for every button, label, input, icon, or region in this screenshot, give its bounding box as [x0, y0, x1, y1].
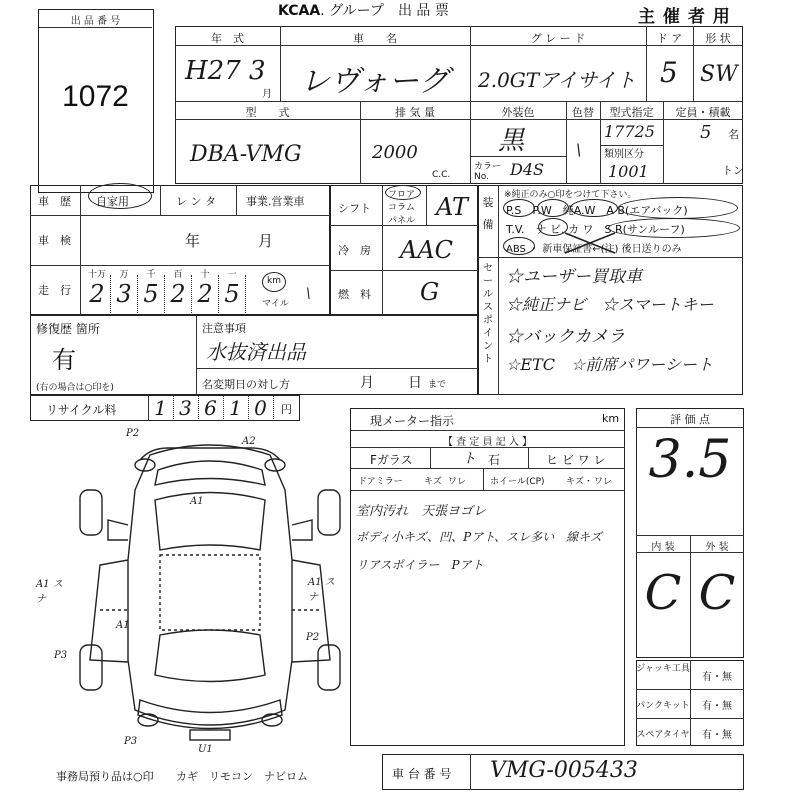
shift-label: シフト — [338, 202, 371, 215]
mileage-digit: 2 — [89, 280, 105, 308]
damage-mark: P3 — [54, 650, 68, 661]
mirror-crack: ワレ — [448, 477, 467, 487]
model-label: 型 式 — [245, 106, 290, 119]
inspector-section-label: 【 査 定 員 記 入 】 — [442, 437, 533, 448]
recycle-digit: 1 — [229, 396, 242, 420]
damage-mark: A1 — [116, 620, 130, 631]
interior-label: 内 装 — [651, 542, 675, 553]
private-use-circle — [88, 183, 152, 209]
mileage-digit: 3 — [116, 280, 132, 308]
mileage-digit: 5 — [224, 280, 240, 308]
glass-value-stone: 石 — [488, 453, 501, 467]
wheel-crack: ワレ — [594, 477, 613, 487]
cc-unit: C.C. — [432, 170, 451, 180]
grade-value: 2.0GTアイサイト — [478, 68, 636, 92]
repaint-mark: \ — [576, 140, 582, 159]
door-label: ド ア — [656, 32, 683, 45]
category-label: 類別区分 — [604, 149, 644, 160]
make-label: 車 名 — [353, 32, 397, 45]
lot-number-label: 出 品 番 号 — [70, 16, 121, 27]
mileage-unit-km: km — [267, 276, 281, 286]
inspection-label: 車 検 — [38, 234, 71, 247]
equipment-line1: P.S P.W 純A.W A B(エアバック) — [506, 204, 688, 217]
shape-label: 形 状 — [705, 32, 731, 45]
chassis-label: 車 台 番 号 — [392, 767, 452, 781]
interior-grade: C — [644, 565, 682, 621]
fuel-label: 燃 料 — [338, 288, 371, 301]
repair-note: (右の場合は○印を) — [36, 383, 114, 393]
meter-unit: km — [602, 412, 620, 425]
shape-value: SW — [700, 62, 738, 87]
name-change-day: 日 — [408, 375, 422, 391]
capacity-unit: 名 — [728, 128, 739, 141]
ps-circle — [503, 199, 535, 217]
sr-circle — [608, 218, 740, 238]
score-value: 3.5 — [648, 430, 732, 490]
pw-circle — [537, 199, 569, 217]
digit-label: 十万 — [87, 270, 106, 280]
fuel-value: G — [420, 278, 440, 306]
repair-label: 修復歴 箇所 — [36, 322, 100, 336]
recycle-unit: 円 — [281, 403, 292, 416]
mileage-digit: 2 — [170, 280, 186, 308]
door-value: 5 — [660, 56, 678, 89]
brand-logo: KCAA — [278, 3, 321, 19]
type-label: 型式指定 — [609, 106, 654, 119]
shift-option-floor: フロア — [388, 190, 416, 200]
digit-label: 万 — [119, 270, 129, 280]
capacity-value: 5 — [700, 122, 712, 143]
sales-points-side-label: セールスポイント — [483, 263, 493, 365]
damage-mark: P2 — [126, 428, 140, 439]
tool-label: ジャッキ工具 — [636, 664, 690, 674]
office-items-label: 事務局預り品は○印 — [56, 770, 154, 783]
recycle-digit: 0 — [254, 396, 267, 420]
damage-mark: A1 スナ — [36, 579, 63, 605]
ac-label: 冷 房 — [338, 244, 371, 257]
recycle-digit: 3 — [179, 396, 192, 420]
capacity-label: 定員・積載 — [675, 106, 731, 119]
recycle-label: リサイクル料 — [46, 403, 117, 417]
model-value: DBA-VMG — [190, 142, 302, 167]
repaint-label: 色替 — [572, 106, 594, 119]
name-change-label: 名変期日の対し方 — [202, 378, 290, 391]
chassis-number: VMG-005433 — [490, 758, 638, 783]
caution-value: 水抜済出品 — [206, 340, 306, 364]
exterior-label: 外 装 — [705, 542, 729, 553]
mileage-mark: \ — [306, 286, 311, 302]
damage-mark: P3 — [124, 736, 138, 747]
grade-label: グ レ ー ド — [530, 32, 586, 45]
ton-unit: トン — [722, 164, 744, 177]
wheel-label: ホイール(CP) — [490, 477, 545, 487]
category-value: 1001 — [608, 162, 649, 181]
make-value: レヴォーグ — [300, 64, 449, 99]
digit-label: 千 — [146, 270, 156, 280]
shift-value: AT — [436, 193, 469, 221]
repair-value: 有 — [52, 346, 76, 374]
abs-circle — [503, 237, 535, 255]
history-label: 車 歴 — [38, 195, 71, 208]
damage-mark: A1 — [190, 496, 204, 507]
mileage-digit: 5 — [143, 280, 159, 308]
equipment-note: ※純正のみ○印をつけて下さい。 — [504, 190, 637, 200]
recycle-digit: 6 — [204, 396, 217, 420]
wheel-dot: ・ — [584, 477, 594, 487]
name-change-until: まで — [428, 380, 447, 390]
recycle-digit: 1 — [154, 396, 167, 420]
inspector-note: ボディ小キズ、凹、Pアト、スレ多い 線キズ — [356, 530, 602, 544]
damage-mark: U1 — [198, 744, 213, 755]
mileage-unit-mile: マイル — [262, 299, 289, 309]
aw-circle — [570, 199, 618, 217]
tool-value: 有・無 — [702, 672, 732, 683]
glass-value-to: ト — [462, 451, 476, 467]
cc-value: 2000 — [372, 142, 418, 163]
color-number-value: D4S — [510, 160, 544, 179]
lot-number: 1072 — [62, 80, 129, 113]
year-value: H27 3 — [185, 56, 266, 86]
damage-mark: P2 — [306, 632, 320, 643]
tool-value: 有・無 — [702, 701, 732, 712]
digit-label: 一 — [227, 270, 237, 280]
mirror-scratch: キズ — [424, 477, 442, 487]
type-value: 17725 — [604, 122, 655, 141]
digit-label: 百 — [173, 270, 183, 280]
name-change-month: 月 — [360, 375, 374, 391]
color-value: 黒 — [498, 126, 525, 156]
inspection-year: 年 — [185, 232, 201, 250]
year-month-suffix: 月 — [262, 89, 272, 100]
year-label: 年 式 — [211, 32, 244, 45]
tool-value: 有・無 — [702, 730, 732, 741]
organizer-label: 主 催 者 用 — [638, 7, 731, 27]
glass-value-crack: ヒ ビ ワ レ — [546, 453, 606, 467]
sales-point: ☆ユーザー買取車 — [506, 267, 642, 287]
shift-option-column: コラム — [388, 203, 415, 213]
equipment-line2: T.V. ナ ビ. カ ワ S R(サンルーフ) — [506, 223, 685, 236]
sales-point: ☆ETC ☆前席パワーシート — [506, 355, 713, 374]
tool-label: パンクキット — [636, 701, 690, 711]
sales-point: ☆バックカメラ — [506, 327, 625, 347]
lot-number-box — [38, 9, 154, 193]
color-number-label: カラー No. — [474, 162, 502, 182]
color-label: 外装色 — [501, 106, 535, 119]
mileage-digit: 2 — [197, 280, 213, 308]
sales-point: ☆純正ナビ ☆スマートキー — [506, 295, 714, 314]
mileage-label: 走 行 — [38, 284, 71, 297]
history-option-rental: レ ン タ — [176, 195, 216, 208]
caution-label: 注意事項 — [202, 322, 246, 335]
office-items: カギ リモコン ナビロム — [176, 770, 308, 783]
damage-mark: A2 — [242, 436, 256, 447]
digit-label: 十 — [200, 270, 210, 280]
shift-option-panel: パネル — [388, 216, 416, 226]
equipment-side-label: 装 備 — [482, 196, 494, 231]
damage-mark: A1 スナ — [308, 577, 335, 603]
header-brand — [278, 0, 449, 20]
wheel-scratch: キズ — [566, 477, 584, 487]
header-title: . グループ 出 品 票 — [320, 3, 449, 19]
score-label: 評 価 点 — [670, 413, 710, 426]
inspector-note: 室内汚れ 天張ヨゴレ — [356, 504, 487, 519]
ac-value: AAC — [400, 236, 454, 264]
glass-label: Fガラス — [370, 453, 413, 467]
tool-label: スペアタイヤ — [636, 730, 690, 740]
warranty-cross — [560, 228, 620, 258]
meter-label: 現メーター指示 — [370, 414, 455, 428]
inspection-month: 月 — [258, 232, 274, 250]
history-option-private: 自家用 — [96, 195, 129, 208]
inspector-note: リアスポイラー Pアト — [356, 558, 484, 572]
km-circle — [262, 272, 286, 292]
equipment-line3: ABS ・ 新車保証書←(注) 後日送りのみ — [506, 244, 682, 255]
exterior-grade: C — [698, 565, 736, 621]
history-option-commercial: 事業.営業車 — [246, 195, 305, 208]
ab-circle — [618, 197, 738, 219]
floor-circle — [385, 185, 421, 200]
cc-label: 排 気 量 — [395, 106, 435, 119]
mirror-label: ドアミラー — [358, 477, 403, 487]
